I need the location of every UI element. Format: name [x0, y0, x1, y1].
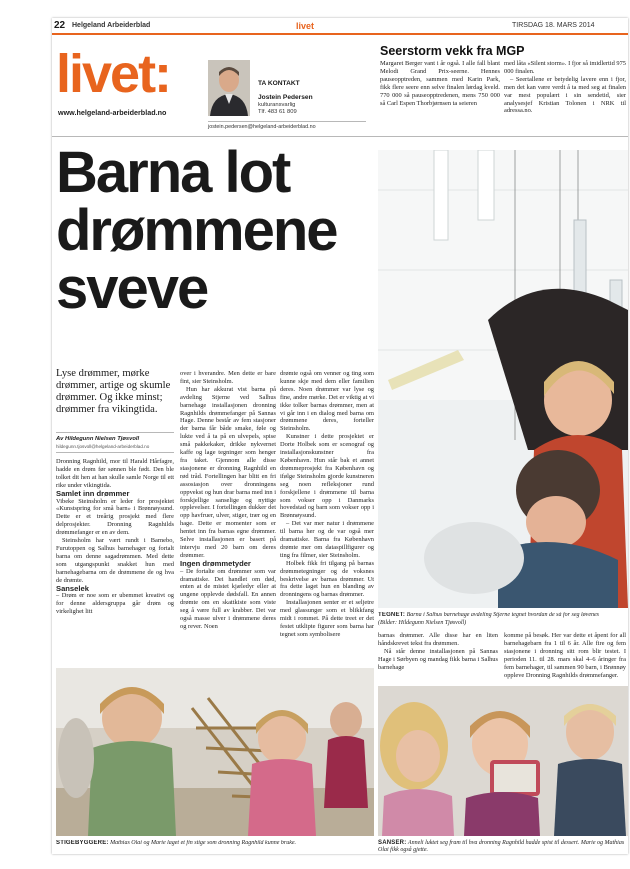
article-column-4: [378, 632, 498, 672]
contact-portrait-icon: [208, 60, 250, 116]
caption-label: SANSER:: [378, 840, 407, 846]
headline-line-1: Barna lot: [56, 140, 290, 205]
contact-name: Jostein Pedersen: [258, 94, 313, 101]
contact-photo: [208, 60, 250, 116]
caption-text: Mathias Olai og Marie laget et fin stige som dronning Ragnhild kunne bruke.: [110, 840, 297, 846]
headline-line-3: sveve: [56, 256, 208, 321]
photo-credit: (Bilder: Hildegunn Nielsen Tjøsvoll): [378, 620, 467, 626]
body-paragraph: drømte også om venner og ting som kunne skje med dem eller familien deres. Noen drømmer var lyse og fine, andre mørke. Det er viktig at vi ikke tolker barnas drømmer, men at vi går inn i en dialog med barna om drømmene deres, forteller Steinsholm.: [280, 370, 374, 433]
website-link[interactable]: www.helgeland-arbeiderblad.no: [58, 108, 167, 117]
body-paragraph: – De fortalte om drømmer som var dramatiske. Dei handlet om død, enten at de mistet kjæledyr eller at ungene opplevde dødsfall. En annen drømte om en skattkiste som viste seg å være full av krabber. Det var også masse ulver i drømmene deres og rever. Noen: [180, 567, 276, 630]
contact-phone: Tlf. 483 61 809: [258, 109, 297, 115]
byline-email[interactable]: hildegunn.tjosvoll@helgeland-arbeiderblad.no: [56, 444, 150, 449]
paper-name: Helgeland Arbeiderblad: [72, 22, 151, 29]
body-paragraph: Installasjonen senter er et seljetre med glassunger som et blikkfang midt i rommet. På dette treet er det festet utklipte figurer som barna har tegnet som symbolisere: [280, 599, 374, 638]
article-lead: Lyse drømmer, mørke drømmer, artige og skumle drømmer. Og ikke minst; drømmer fra vikingtida.: [56, 368, 171, 415]
body-paragraph: over i hverandre. Men dette er bare fint, sier Steinsholm.: [180, 370, 276, 385]
subheading: Sanselek: [56, 583, 89, 593]
side-story-column-1: Margaret Berger vant i år også. I alle fall blant Melodi Grand Prix-seerne. Hennes pauseopptreden, sammen med Karin Park, fikk flere seere enn selve finalen lørdag kveld. 770 000 så pauseopptredenen, mens 750 000 så Carl Espen Thorbjørnsen ta seieren: [380, 60, 500, 107]
side-story-headline: Seerstorm vekk fra MGP: [380, 44, 525, 58]
article-column-1: [56, 458, 174, 616]
page-number: 22: [54, 20, 66, 31]
contact-role: kulturansvarlig: [258, 102, 296, 108]
headline-line-2: drømmene: [56, 198, 337, 263]
byline-rule-top: [56, 432, 174, 433]
header-rule: [52, 33, 628, 35]
body-paragraph: Kunstner i dette prosjektet er Dorte Holbek som er scenograf og installasjonskunstner fra København. Hun står bak et annet drømmeprosjekt fra København og ifølge Steinsholm gjorde kunstneren seg noen refleksjoner rund forskjellene i drømmene til barna som vokser opp i Danmarks hovedstad og barn som vokser opp i Brønnøysund.: [280, 433, 374, 520]
contact-rule: [208, 121, 366, 122]
children-ladder-photo: [56, 668, 374, 836]
caption-text: Anneli luktet seg fram til hva dronning Ragnhild hadde spist til dessert. Marie og Mathias Olai fikk også gjette.: [378, 840, 625, 854]
body-paragraph: komme på besøk. Her var dette et åpent for all barnehagebarn fra 1 til 6 år. Alle fire og fem stasjonene i dronning sitt rom blir testet. I perioden 11. til 28. mars skal 4–6 åringer fra fem barnehager, til sammen 90 barn, i Brønnøy oppleve Dronning Ragnhilds drømmefanger.: [504, 632, 626, 679]
ladder-photo: [56, 668, 374, 836]
body-paragraph: Dronning Ragnhild, mor til Harald Hårfagre, hadde en drøm før sønnen ble født. Den ble tolket dit hen at han skulle samle Norge til ett rike under vikingtida.: [56, 458, 174, 489]
issue-date: TIRSDAG 18. MARS 2014: [512, 22, 595, 29]
article-headline: [56, 140, 376, 321]
body-paragraph: barnas drømmer. Alle disse har en liten håndskrevet tekst fra drømmen.: [378, 632, 498, 647]
body-paragraph: Holbek fikk fri tilgang på barnas drømmetegninger og de voksnes beskrivelse av barnas drømmer. Ut fra dette laget hun en blanding av dronningens og barnas drømmer.: [280, 559, 374, 599]
body-paragraph: – Drøm er noe som er ubemmet kreativt og for denne aldersgruppa går drøm og virkelighet litt: [56, 592, 174, 616]
main-photo: [378, 150, 628, 608]
contact-label: TA KONTAKT: [258, 80, 300, 87]
byline-rule-bottom: [56, 452, 174, 453]
section-logo: livet:: [56, 44, 171, 104]
body-paragraph: Hun har akkurat vist barna på avdeling Stjerne ved Salhus barnehage installasjonen dronning Ragnhilds drømmefanger på Sannas Hage. Denne består av fem stasjoner der barna får både smake, føle og lukte ved å ta på en ulvepels, spise små pakkekaker, drikke nykvernet kaffe og lage tegninger som henger fra taket. Gjennom alle disse stasjonene er dronning Ragnhild en rød tråd. Fortellingen har blitt en fri assosiasjon over dronningens oppvekst og hun drar barna med inn i forskjellige sanselige og nyttige opplevelser. I fortellingen dukker det opp havfruer, ulver, stiger, trær og en hage. Dette er momenter som er hentet inn fra barnas egne drømmer. Selve installasjonen er basert på intervju med 20 barn om deres drømmer.: [180, 385, 276, 559]
main-photo-caption: [378, 612, 628, 619]
caption-text: Barna i Salhus barnehage avdeling Stjerne tegnet hvordan de så for seg løvenes: [406, 612, 599, 618]
subheading: Ingen drømmetyder: [180, 558, 251, 568]
section-name: livet: [296, 21, 315, 31]
body-paragraph: – Det var mer natur i drømmene til barna her og de var også mer dramatiske. Barna fra København drømte mer om dataspillfigurer og ting fra filmer, sier Steinsholm.: [280, 520, 374, 559]
caption-label: STIGEBYGGERE:: [56, 840, 109, 846]
body-paragraph: Vibeke Steinsholm er leder for prosjektet «Kunstspring for små barn» i Brønnøysund. Dette er et treårig prosjekt med flere delprosjekter. Dronning Ragnhilds drømmefanger er en av dem.: [56, 497, 174, 537]
children-drawing-photo: [378, 150, 628, 608]
senses-photo: [378, 686, 628, 836]
body-paragraph: Steinsholm har vært rundt i Barnebo, Furutoppen og Salhus barnehager og fortalt barna om denne sagadrømmen. Med dette som utgangspunkt snakket hun med barnehagebarna om de drømmene de og hva de drømte.: [56, 537, 174, 584]
article-column-2: [180, 370, 276, 631]
caption-label: TEGNET:: [378, 612, 406, 618]
article-byline: Av Hildegunn Nielsen Tjøsvoll: [56, 436, 140, 442]
newspaper-page: [52, 18, 628, 854]
article-column-5: [504, 632, 626, 679]
contact-email[interactable]: jostein.pedersen@helgeland-arbeiderblad.no: [208, 124, 316, 130]
article-column-3: [280, 370, 374, 639]
body-paragraph: Nå står denne installasjonen på Sannas Hage i Sørbyen og mandag fikk barna i Salhus barnehage: [378, 647, 498, 671]
senses-photo-caption: [378, 840, 628, 854]
subheading: Samlet inn drømmer: [56, 488, 130, 498]
children-smelling-photo: [378, 686, 628, 836]
masthead-rule: [52, 136, 628, 137]
ladder-photo-caption: [56, 840, 374, 847]
side-story-column-2: med låta «Silent storm». I fjor så imidlertid 975 000 finalen. – Seertallene er betydelig lavere enn i fjor, men det kan være verdt å ta med seg at finalen var mest populært i sin sendetid, sier analysesjef Kristian Tolonen i NRK til adressa.no.: [504, 60, 626, 115]
